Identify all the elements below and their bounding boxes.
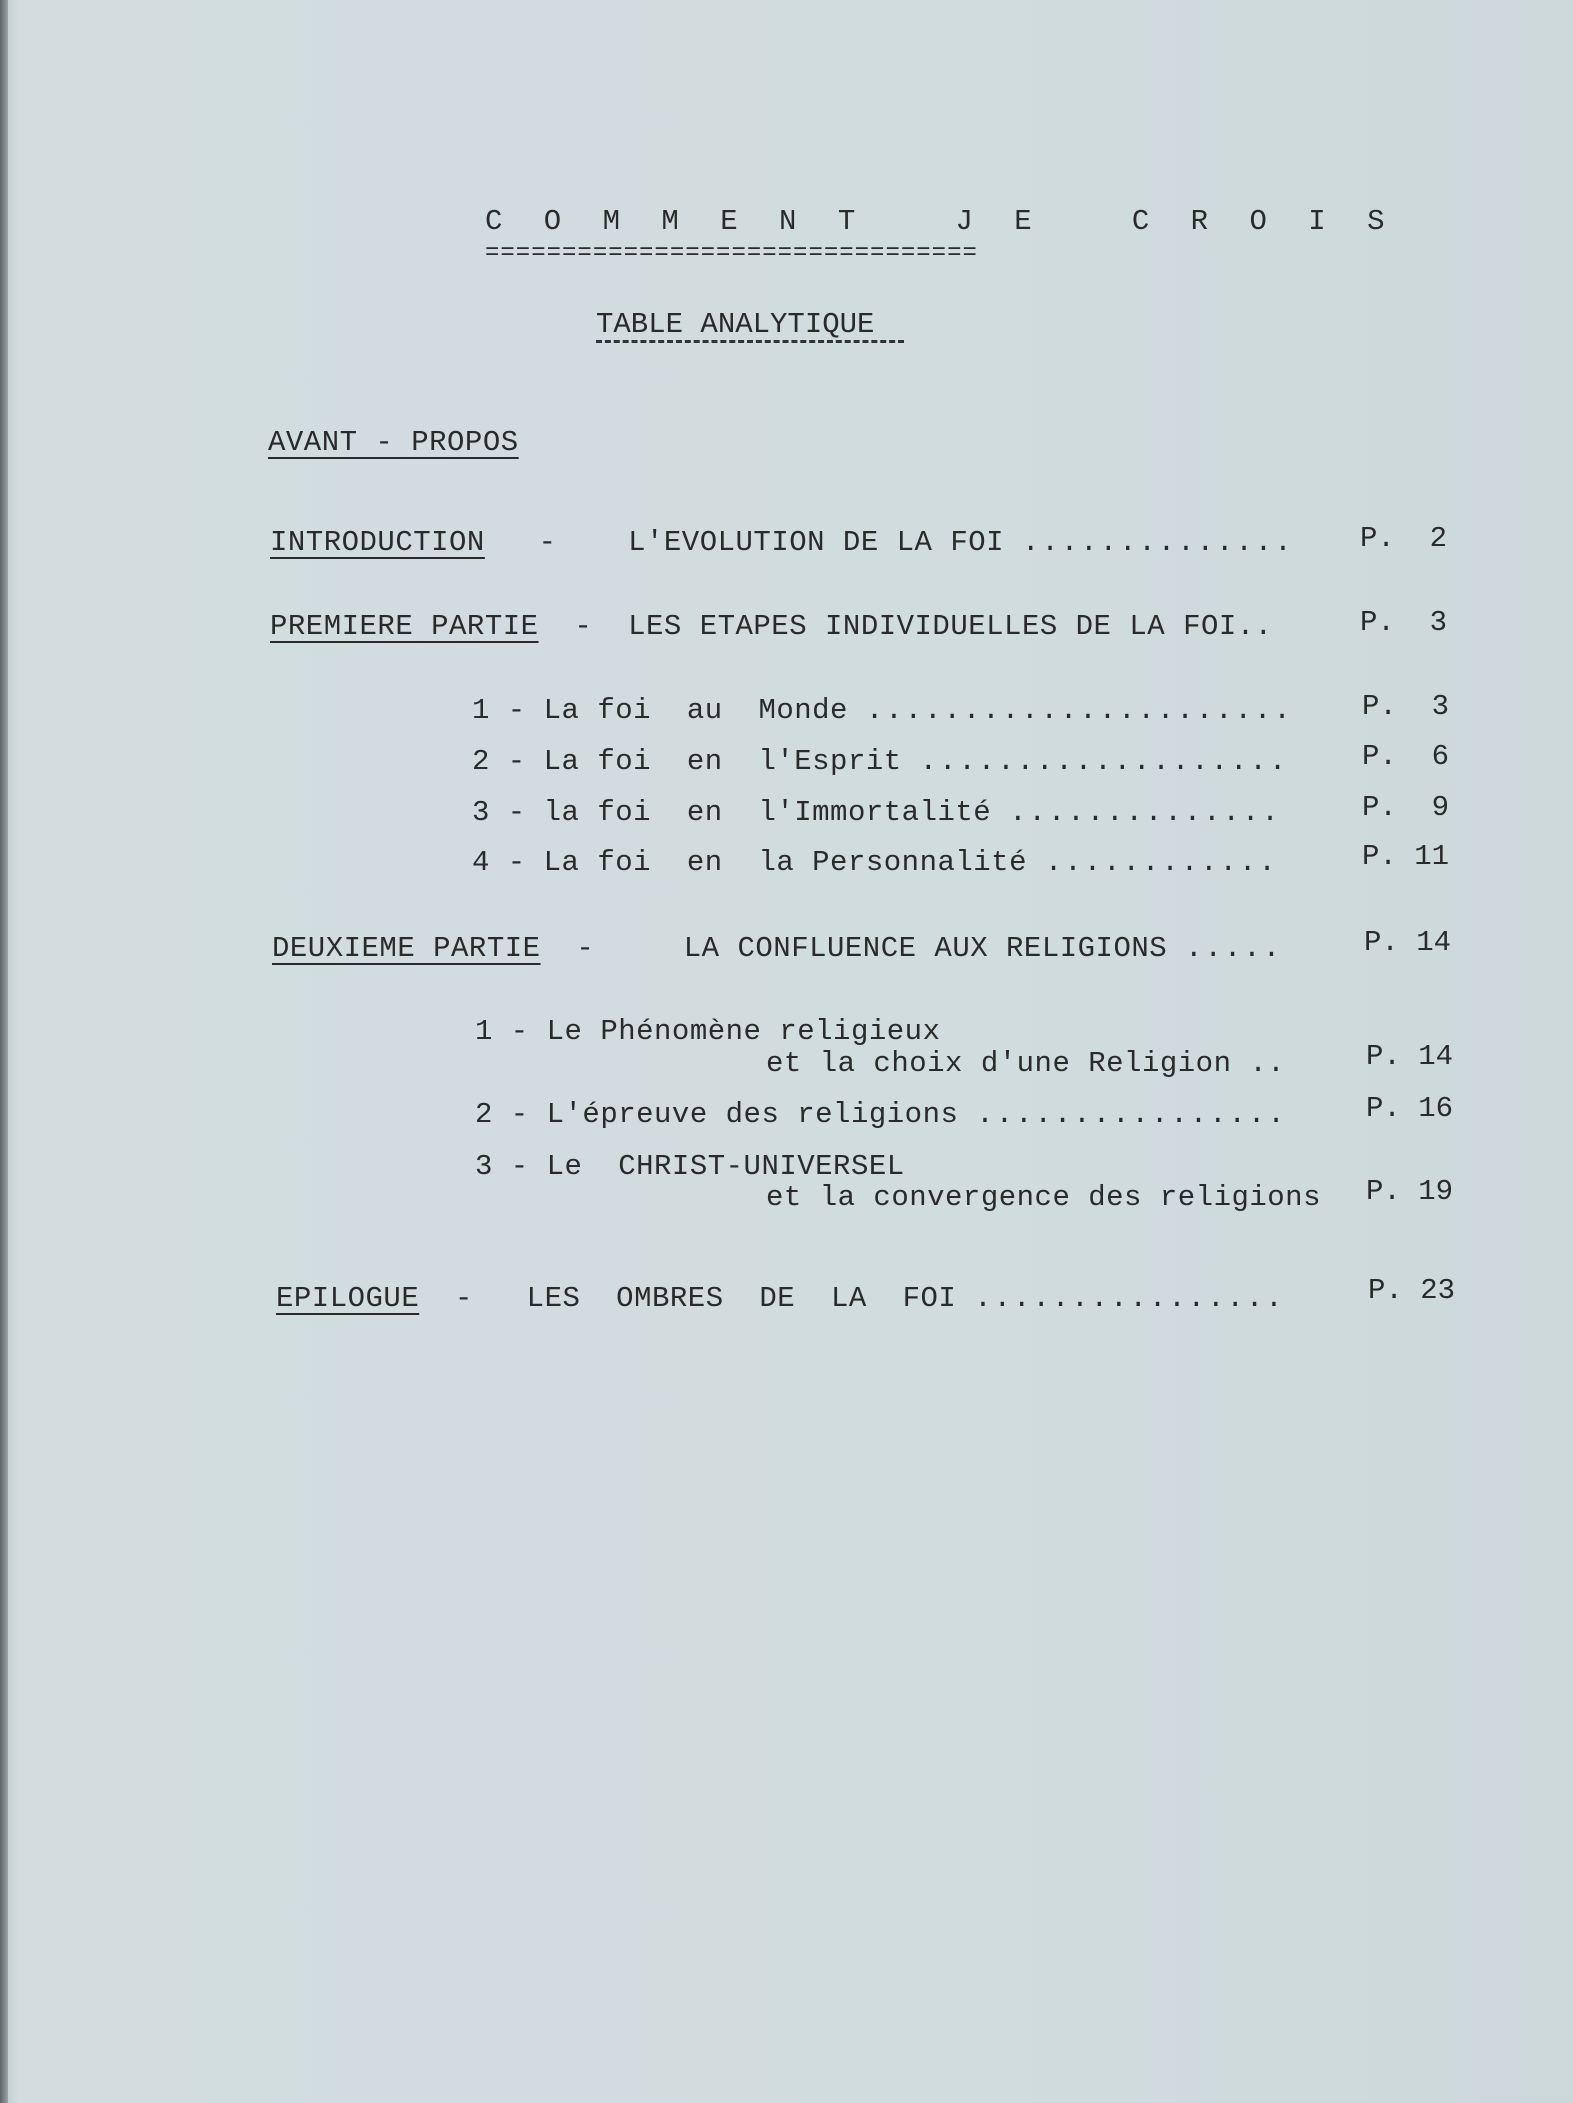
- subtitle: TABLE ANALYTIQUE: [596, 308, 875, 341]
- toc-item-text: 4 - La foi en la Personnalité: [472, 846, 1027, 879]
- toc-deuxieme-heading: DEUXIEME PARTIE: [272, 932, 541, 965]
- toc-item-dots: ............: [1044, 846, 1278, 879]
- toc-deuxieme-item-1-page: P. 14: [1366, 1040, 1454, 1073]
- toc-premiere-partie: [270, 610, 1273, 644]
- toc-epilogue: [276, 1282, 1285, 1316]
- toc-premiere-item-4: [472, 846, 1278, 880]
- toc-item-dots: ...................: [919, 745, 1289, 778]
- toc-deuxieme-text: LA CONFLUENCE AUX RELIGIONS: [683, 932, 1168, 965]
- toc-introduction-page: P. 2: [1360, 522, 1448, 555]
- toc-item-text: 2 - L'épreuve des religions: [475, 1098, 959, 1131]
- binding-edge: [0, 0, 8, 2103]
- toc-introduction-sep: -: [538, 526, 557, 559]
- toc-deuxieme-dots: .....: [1185, 932, 1283, 965]
- toc-deuxieme-sep: -: [576, 932, 595, 965]
- toc-item-text: 1 - La foi au Monde: [472, 694, 848, 727]
- toc-deuxieme-item-3-line1: 3 - Le CHRIST-UNIVERSEL: [475, 1150, 905, 1183]
- toc-epilogue-text: LES OMBRES DE LA FOI: [526, 1282, 957, 1315]
- title-double-rule: ================================: [485, 240, 978, 267]
- toc-premiere-sep: -: [574, 610, 593, 643]
- toc-introduction-text: L'EVOLUTION DE LA FOI: [628, 526, 1005, 559]
- toc-deuxieme-item-2-page: P. 16: [1366, 1092, 1454, 1125]
- toc-deuxieme-page: P. 14: [1364, 926, 1452, 959]
- toc-premiere-item-1-page: P. 3: [1362, 690, 1450, 723]
- toc-introduction-heading: INTRODUCTION: [270, 526, 485, 559]
- toc-introduction-dots: ..............: [1021, 526, 1294, 559]
- toc-epilogue-page: P. 23: [1368, 1274, 1456, 1307]
- toc-premiere-item-2-page: P. 6: [1362, 740, 1450, 773]
- toc-epilogue-sep: -: [455, 1282, 473, 1315]
- toc-premiere-page: P. 3: [1360, 606, 1448, 639]
- toc-deuxieme-item-1-line1: 1 - Le Phénomène religieux: [475, 1015, 941, 1048]
- toc-premiere-text: LES ETAPES INDIVIDUELLES DE LA FOI..: [628, 610, 1273, 643]
- toc-premiere-item-3: [472, 796, 1281, 830]
- toc-premiere-heading: PREMIERE PARTIE: [270, 610, 539, 643]
- toc-deuxieme-item-3-page: P. 19: [1366, 1175, 1454, 1208]
- toc-epilogue-heading: EPILOGUE: [276, 1282, 420, 1315]
- toc-item-dots: ......................: [865, 694, 1293, 727]
- document-title: C O M M E N T J E C R O I S: [485, 205, 1397, 238]
- toc-deuxieme-partie: [272, 932, 1282, 966]
- toc-introduction: [270, 526, 1294, 560]
- toc-premiere-item-1: [472, 694, 1293, 728]
- toc-item-text: 2 - La foi en l'Esprit: [472, 745, 902, 778]
- toc-item-dots: ................: [976, 1098, 1287, 1131]
- toc-deuxieme-item-3-line2: et la convergence des religions: [766, 1181, 1321, 1214]
- toc-premiere-item-4-page: P. 11: [1362, 840, 1450, 873]
- toc-deuxieme-item-2: [475, 1098, 1287, 1132]
- toc-item-text: 3 - la foi en l'Immortalité: [472, 796, 992, 829]
- toc-epilogue-dots: ................: [974, 1282, 1285, 1315]
- subtitle-dashed-rule: [596, 340, 904, 343]
- toc-premiere-item-3-page: P. 9: [1362, 791, 1450, 824]
- toc-deuxieme-item-1-line2: et la choix d'une Religion ..: [766, 1047, 1286, 1080]
- toc-premiere-item-2: [472, 745, 1288, 779]
- toc-item-dots: ..............: [1009, 796, 1281, 829]
- toc-avant-propos: AVANT - PROPOS: [268, 426, 519, 459]
